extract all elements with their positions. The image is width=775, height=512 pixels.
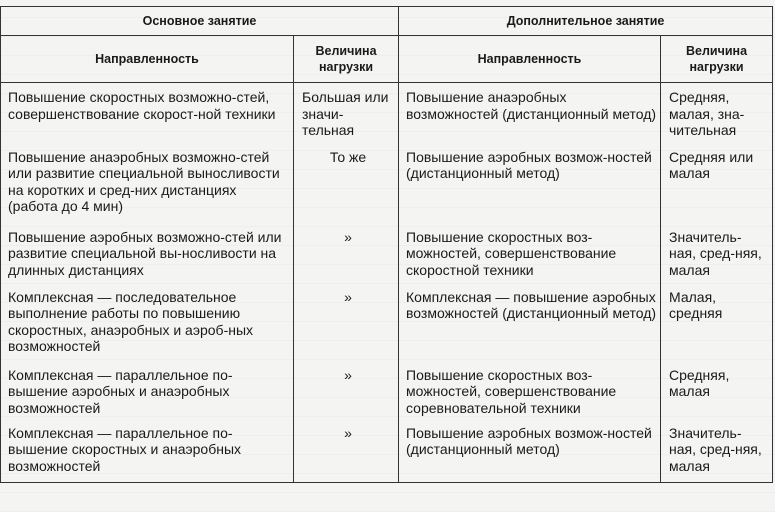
- additional-load-cell: Значитель-ная, сред-няя, малая: [661, 229, 773, 289]
- main-direction-cell: Повышение скоростных возможно-стей, совершенствование скорост-ной техники: [1, 83, 294, 149]
- main-direction-cell: Комплексная — параллельное по-вышение аэробных и анаэробных возможностей: [1, 367, 294, 425]
- main-load-cell: То же: [294, 149, 399, 229]
- table-row: [1, 83, 773, 149]
- table-row: [1, 289, 773, 367]
- main-load-header: Величина нагрузки: [294, 36, 399, 83]
- table-row: [1, 229, 773, 289]
- additional-direction-cell: Повышение скоростных воз-можностей, совершенствование соревновательной техники: [399, 367, 661, 425]
- main-direction-cell: Комплексная — параллельное по-вышение скоростных и анаэробных возможностей: [1, 425, 294, 483]
- main-direction-header: Направленность: [1, 36, 294, 83]
- additional-direction-cell: Повышение аэробных возмож-ностей (дистанционный метод): [399, 149, 661, 229]
- additional-direction-cell: Комплексная — повышение аэробных возможностей (дистанционный метод): [399, 289, 661, 367]
- additional-load-cell: Средняя, малая: [661, 367, 773, 425]
- main-load-cell: »: [294, 425, 399, 483]
- table-group-header-row: [1, 7, 773, 36]
- additional-load-cell: Средняя или малая: [661, 149, 773, 229]
- additional-direction-header: Направленность: [399, 36, 661, 83]
- table-row: [1, 367, 773, 425]
- additional-load-cell: Средняя, малая, зна-чительная: [661, 83, 773, 149]
- main-direction-cell: Повышение анаэробных возможно-стей или развитие специальной выносливости на коротких и сред-них дистанциях (работа до 4 мин): [1, 149, 294, 229]
- additional-direction-cell: Повышение анаэробных возможностей (дистанционный метод): [399, 83, 661, 149]
- additional-load-cell: Малая, средняя: [661, 289, 773, 367]
- main-session-header: Основное занятие: [1, 7, 399, 36]
- main-load-cell: Большая или значи-тельная: [294, 83, 399, 149]
- main-load-cell: »: [294, 229, 399, 289]
- training-load-table: [0, 6, 773, 483]
- additional-session-header: Дополнительное занятие: [399, 7, 773, 36]
- main-load-cell: »: [294, 367, 399, 425]
- table-column-header-row: [1, 36, 773, 83]
- main-load-cell: »: [294, 289, 399, 367]
- additional-direction-cell: Повышение аэробных возмож-ностей (дистанционный метод): [399, 425, 661, 483]
- table-row: [1, 149, 773, 229]
- additional-load-header: Величина нагрузки: [661, 36, 773, 83]
- main-direction-cell: Повышение аэробных возможно-стей или развитие специальной вы-носливости на длинных дистанциях: [1, 229, 294, 289]
- table-row: [1, 425, 773, 483]
- additional-load-cell: Значитель-ная, сред-няя, малая: [661, 425, 773, 483]
- main-direction-cell: Комплексная — последовательное выполнение работы по повышению скоростных, анаэробных и аэроб-ных возможностей: [1, 289, 294, 367]
- additional-direction-cell: Повышение скоростных воз-можностей, совершенствование скоростной техники: [399, 229, 661, 289]
